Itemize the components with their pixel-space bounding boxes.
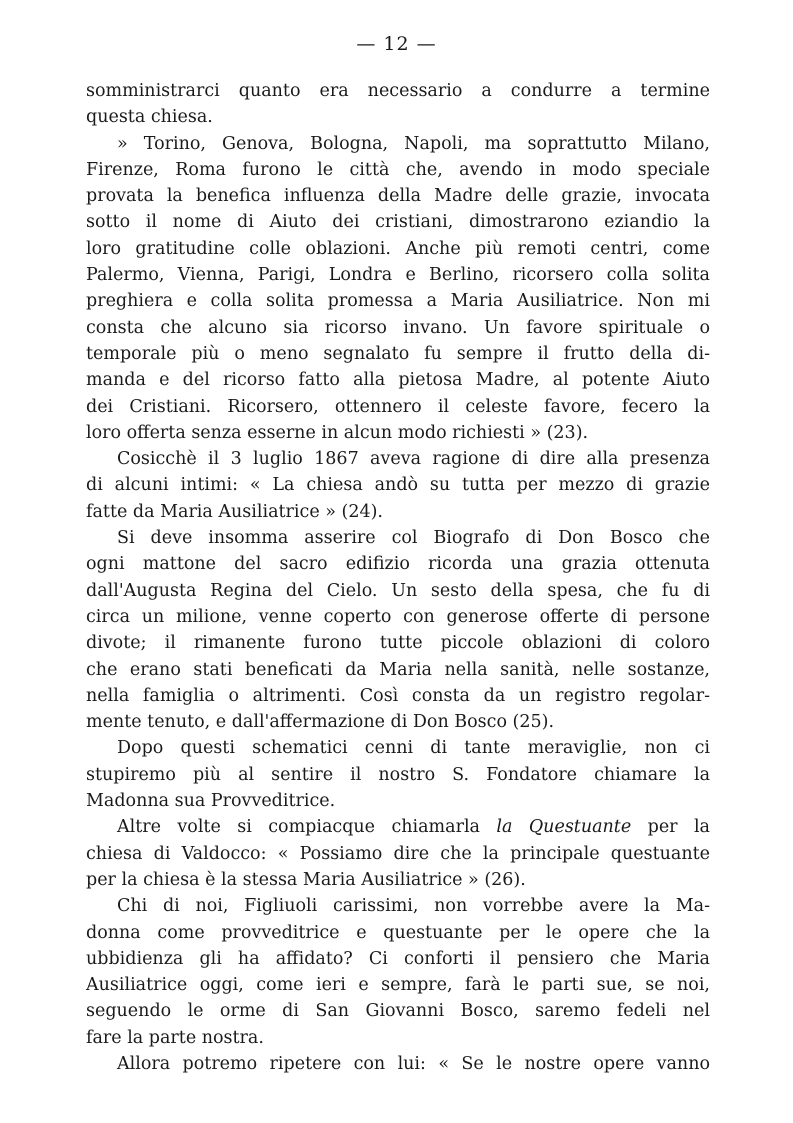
text-line: loro offerta senza esserne in alcun modo richiesti » (23). [86, 422, 589, 443]
text-line: loro gratitudine colle oblazioni. Anche più remoti centri, come [86, 238, 710, 259]
text-line: preghiera e colla solita promessa a Maria Ausiliatrice. Non mi [86, 291, 710, 312]
text-line: Chi di noi, Figliuoli carissimi, non vorrebbe avere la Ma- [117, 896, 710, 917]
text-line: mente tenuto, e dall'affermazione di Don Bosco (25). [86, 712, 555, 733]
text-line: questa chiesa. [86, 107, 213, 128]
text-line: donna come provveditrice e questuante per le opere che la [86, 922, 710, 943]
text-line: circa un milione, venne coperto con generose offerte di persone [86, 606, 710, 627]
text-line: che erano stati beneficati da Maria nella sanità, nelle sostanze, [86, 659, 710, 680]
text-line: dall'Augusta Regina del Cielo. Un sesto della spesa, che fu di [86, 580, 710, 601]
text-line: chiesa di Valdocco: « Possiamo dire che la principale questuante [86, 843, 710, 864]
text-line: Dopo questi schematici cenni di tante meraviglie, non ci [117, 738, 710, 759]
text-line: Allora potremo ripetere con lui: « Se le nostre opere vanno [117, 1053, 710, 1074]
text-line: somministrarci quanto era necessario a condurre a termine [86, 81, 710, 101]
text-line: Cosicchè il 3 luglio 1867 aveva ragione di dire alla presenza [117, 449, 710, 470]
text-line: temporale più o meno segnalato fu sempre il frutto della di- [86, 343, 710, 364]
text-line: ubbidienza gli ha affidato? Ci conforti il pensiero che Maria [86, 948, 710, 969]
text-line: Madonna sua Provveditrice. [86, 791, 336, 812]
text-line: Firenze, Roma furono le città che, avendo in modo speciale [86, 159, 710, 180]
page-number: — 12 — [356, 33, 437, 55]
text-line: Ausiliatrice oggi, come ieri e sempre, farà le parti sue, se noi, [86, 975, 710, 996]
text-line: seguendo le orme di San Giovanni Bosco, saremo fedeli nel [86, 1001, 710, 1022]
text-line: dei Cristiani. Ricorsero, ottennero il celeste favore, fecero la [86, 396, 710, 417]
text-line: stupiremo più al sentire il nostro S. Fondatore chiamare la [86, 764, 710, 785]
text-line: Si deve insomma asserire col Biografo di Don Bosco che [117, 528, 710, 549]
text-line: consta che alcuno sia ricorso invano. Un favore spirituale o [86, 317, 710, 338]
body-text [86, 78, 710, 1077]
text-line: manda e del ricorso fatto alla pietosa Madre, al potente Aiuto [86, 370, 710, 391]
text-line: di alcuni intimi: « La chiesa andò su tutta per mezzo di grazie [86, 475, 710, 496]
text-line: fatte da Maria Ausiliatrice » (24). [86, 501, 383, 522]
text-line: Palermo, Vienna, Parigi, Londra e Berlino, ricorsero colla solita [86, 265, 710, 286]
text-line: » Torino, Genova, Bologna, Napoli, ma soprattutto Milano, [117, 133, 710, 154]
text-line: Altre volte si compiacque chiamarla la Questuante per la [117, 817, 710, 838]
text-line: per la chiesa è la stessa Maria Ausiliatrice » (26). [86, 869, 526, 890]
text-line: divote; il rimanente furono tutte piccole oblazioni di coloro [86, 633, 710, 654]
text-line: fare la parte nostra. [86, 1027, 264, 1048]
text-line: nella famiglia o altrimenti. Così consta da un registro regolar- [86, 685, 710, 706]
text-line: sotto il nome di Aiuto dei cristiani, dimostrarono eziandio la [86, 212, 710, 233]
text-line: provata la benefica influenza della Madre delle grazie, invocata [86, 186, 710, 207]
text-line: ogni mattone del sacro edifizio ricorda una grazia ottenuta [86, 554, 710, 575]
